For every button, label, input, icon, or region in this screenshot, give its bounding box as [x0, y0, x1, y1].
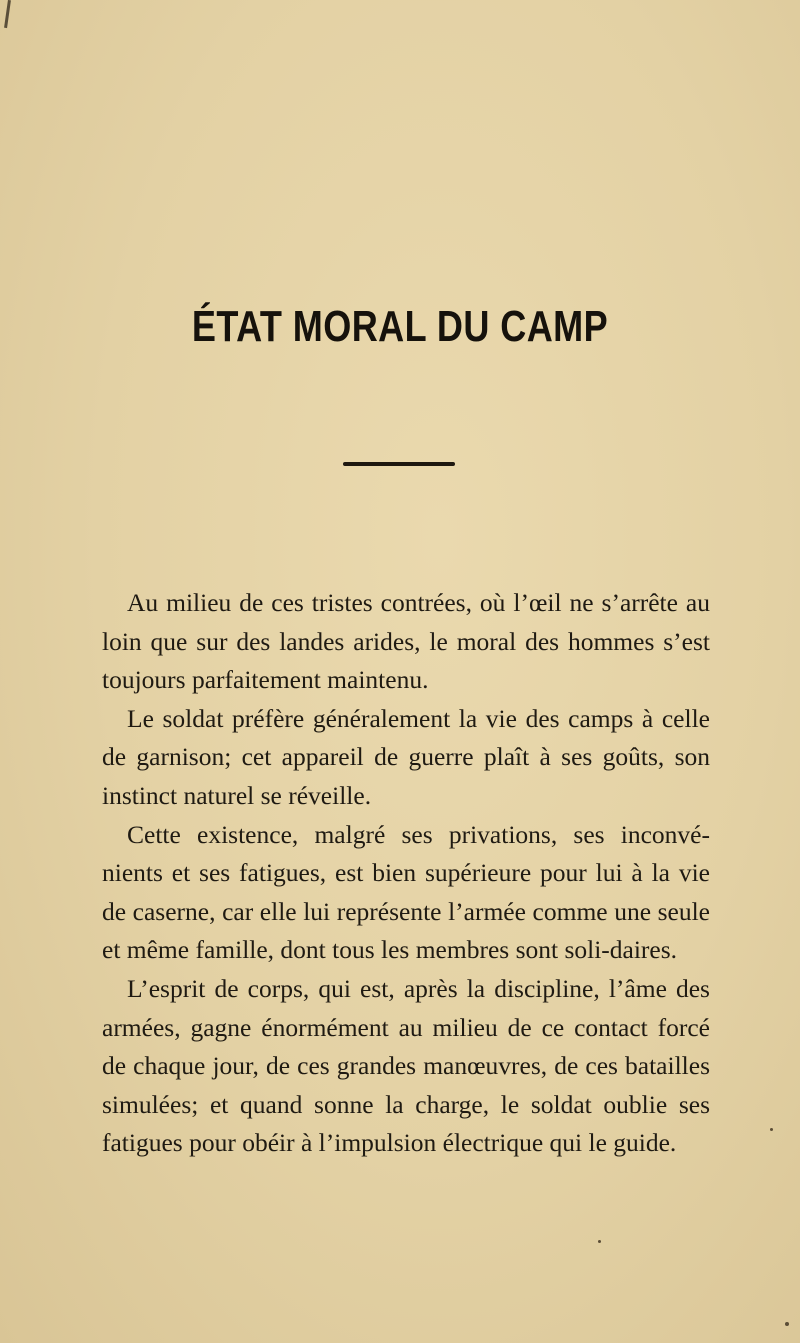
title-divider-rule: [343, 462, 455, 466]
paragraph-1: Au milieu de ces tristes contrées, où l’œil ne s’arrête au loin que sur des landes arides, le moral des hommes s’est toujours parfaitement maintenu.: [102, 588, 710, 695]
paragraph-2: Le soldat préfère généralement la vie des camps à celle de garnison; cet appareil de guerre plaît à ses goûts, son instinct naturel se réveille.: [102, 703, 710, 810]
paper-speck: [770, 1128, 773, 1131]
page-edge-mark: [4, 0, 11, 28]
paragraph-3: Cette existence, malgré ses privations, ses inconvé-nients et ses fatigues, est bien supérieure pour lui à la vie de caserne, car elle lui représente l’armée comme une seule et même famille, dont tous les membres sont soli-daires.: [102, 819, 710, 965]
paragraph-4: L’esprit de corps, qui est, après la discipline, l’âme des armées, gagne énormément au milieu de ce contact forcé de chaque jour, de ces grandes manœuvres, de ces batailles simulées; et quand sonne la charge, le soldat oublie ses fatigues pour obéir à l’impulsion électrique qui le guide.: [102, 973, 710, 1158]
chapter-title: ÉTAT MORAL DU CAMP: [191, 302, 609, 351]
paper-speck: [598, 1240, 601, 1243]
paper-speck: [785, 1322, 789, 1326]
chapter-body: [102, 584, 710, 1163]
